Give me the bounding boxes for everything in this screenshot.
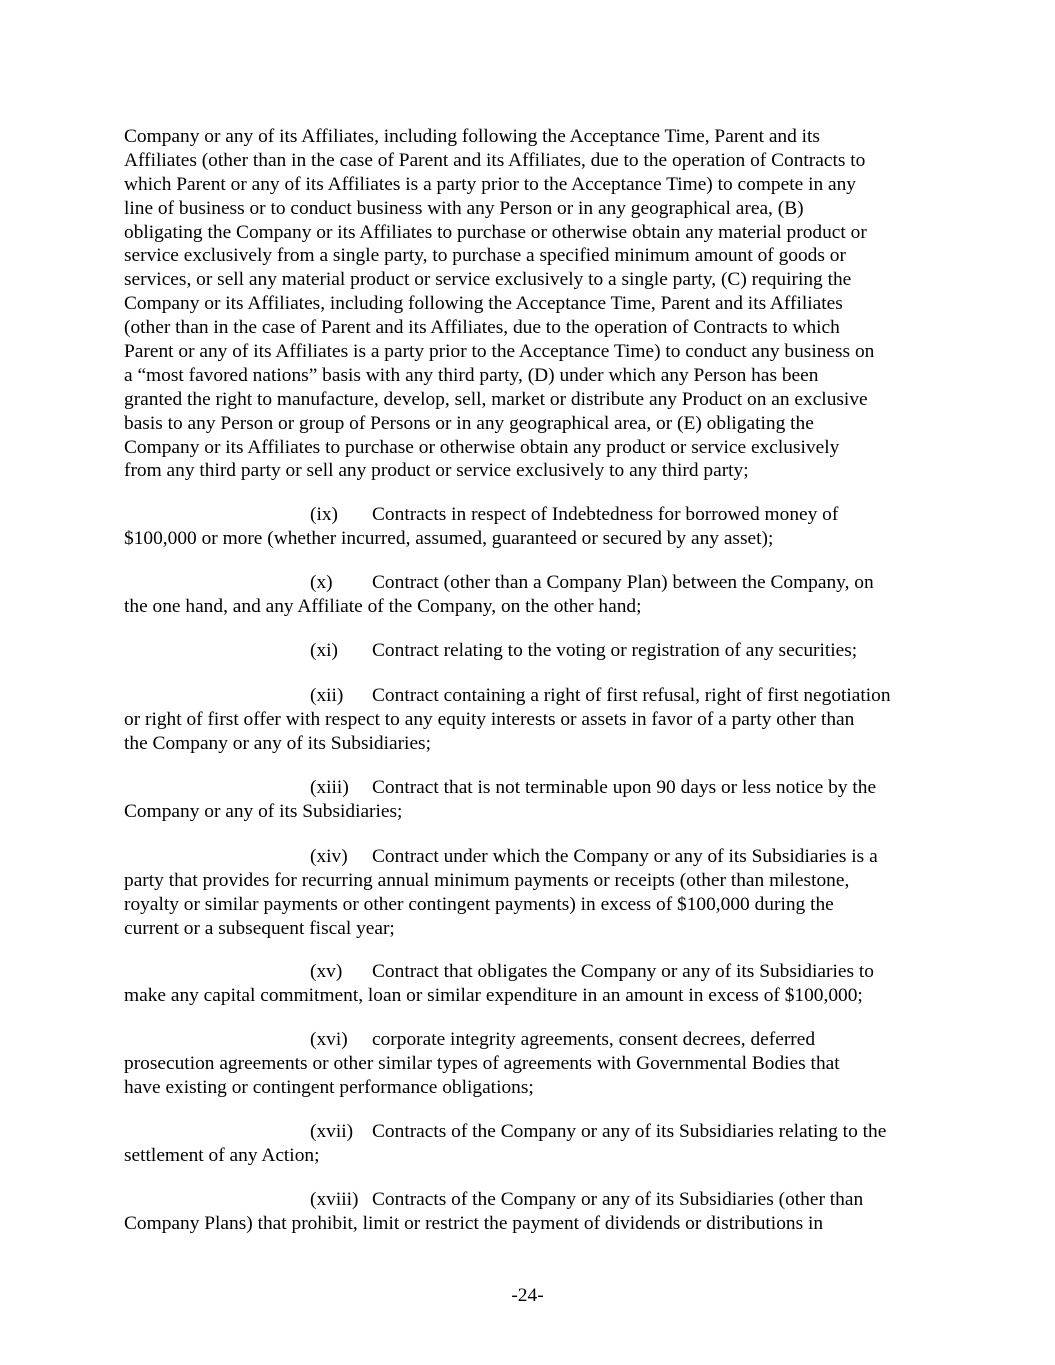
intro-paragraph xyxy=(124,125,944,483)
clause-text: Contract that obligates the Company or any of its Subsidiaries to xyxy=(372,961,874,982)
clause-text: Contracts of the Company or any of its Subsidiaries relating to the xyxy=(372,1121,887,1142)
clause-number: (xii) xyxy=(310,685,344,706)
clause-continuation-line: current or a subsequent fiscal year; xyxy=(124,917,395,939)
clause-continuation-line: the one hand, and any Affiliate of the Company, on the other hand; xyxy=(124,595,642,617)
clause-continuation-line: have existing or contingent performance obligations; xyxy=(124,1076,534,1098)
clause-text: corporate integrity agreements, consent decrees, deferred xyxy=(372,1029,816,1050)
clause-continuation-line: party that provides for recurring annual minimum payments or receipts (other than milestone, xyxy=(124,869,850,891)
paragraph-line: Company or its Affiliates, including following the Acceptance Time, Parent and its Affiliates xyxy=(124,293,843,315)
paragraph-line: Company or its Affiliates to purchase or otherwise obtain any product or service exclusively xyxy=(124,436,840,458)
clause-xv xyxy=(124,960,944,1008)
clause-xviii xyxy=(124,1188,944,1236)
clause-text: Contracts of the Company or any of its Subsidiaries (other than xyxy=(372,1189,864,1210)
clause-xi xyxy=(124,639,944,663)
clause-xvii xyxy=(124,1120,944,1168)
paragraph-line: Parent or any of its Affiliates is a party prior to the Acceptance Time) to conduct any business on xyxy=(124,341,875,363)
clause-xii xyxy=(124,684,944,756)
clause-continuation-line: prosecution agreements or other similar types of agreements with Governmental Bodies that xyxy=(124,1052,840,1074)
clause-xiii xyxy=(124,776,944,824)
paragraph-line: services, or sell any material product or service exclusively to a single party, (C) requiring the xyxy=(124,269,852,291)
paragraph-line: Affiliates (other than in the case of Parent and its Affiliates, due to the operation of Contracts to xyxy=(124,149,866,171)
clause-number: (xiii) xyxy=(310,777,349,798)
clause-number: (ix) xyxy=(310,504,338,525)
paragraph-line: (other than in the case of Parent and its Affiliates, due to the operation of Contracts to which xyxy=(124,317,840,339)
clause-continuation-line: make any capital commitment, loan or similar expenditure in an amount in excess of $100,000; xyxy=(124,984,863,1006)
clause-first-line xyxy=(124,776,944,800)
clause-ix xyxy=(124,503,944,551)
clause-text: Contract (other than a Company Plan) between the Company, on xyxy=(372,572,874,593)
clause-continuation-line: Company or any of its Subsidiaries; xyxy=(124,800,403,822)
page-number: -24- xyxy=(511,1285,544,1306)
clause-text: Contract under which the Company or any of its Subsidiaries is a xyxy=(372,846,878,867)
paragraph-line: Company or any of its Affiliates, including following the Acceptance Time, Parent and its xyxy=(124,126,820,147)
clause-xvi xyxy=(124,1028,944,1100)
clause-number: (xv) xyxy=(310,961,343,982)
clause-first-line xyxy=(124,684,944,708)
paragraph-line: obligating the Company or its Affiliates to purchase or otherwise obtain any material product or xyxy=(124,221,867,243)
clause-text: Contract that is not terminable upon 90 days or less notice by the xyxy=(372,777,877,798)
clause-continuation-line: $100,000 or more (whether incurred, assumed, guaranteed or secured by any asset); xyxy=(124,527,774,549)
clause-continuation-line: Company Plans) that prohibit, limit or restrict the payment of dividends or distributions in xyxy=(124,1212,824,1234)
clause-number: (xiv) xyxy=(310,846,348,867)
clause-text: Contract relating to the voting or registration of any securities; xyxy=(372,640,858,661)
paragraph-line: a “most favored nations” basis with any third party, (D) under which any Person has been xyxy=(124,364,819,386)
clause-number: (xvi) xyxy=(310,1029,348,1050)
clause-continuation-line: the Company or any of its Subsidiaries; xyxy=(124,732,431,754)
clause-number: (xviii) xyxy=(310,1189,359,1210)
clause-xiv xyxy=(124,845,944,941)
clause-text: Contract containing a right of first refusal, right of first negotiation xyxy=(372,685,891,706)
clause-first-line xyxy=(124,639,944,663)
paragraph-line: which Parent or any of its Affiliates is a party prior to the Acceptance Time) to compete in any xyxy=(124,173,856,195)
clause-first-line xyxy=(124,845,944,869)
clause-first-line xyxy=(124,503,944,527)
clause-first-line xyxy=(124,571,944,595)
clause-number: (x) xyxy=(310,572,333,593)
clause-continuation-line: or right of first offer with respect to any equity interests or assets in favor of a party other than xyxy=(124,708,855,730)
clause-continuation-line: settlement of any Action; xyxy=(124,1144,320,1166)
paragraph-line: line of business or to conduct business with any Person or in any geographical area, (B) xyxy=(124,197,804,219)
clause-continuation-line: royalty or similar payments or other contingent payments) in excess of $100,000 during the xyxy=(124,893,834,915)
clause-first-line xyxy=(124,960,944,984)
clause-x xyxy=(124,571,944,619)
clause-first-line xyxy=(124,1120,944,1144)
paragraph-line: basis to any Person or group of Persons or in any geographical area, or (E) obligating the xyxy=(124,412,814,434)
paragraph-line: service exclusively from a single party, to purchase a specified minimum amount of goods or xyxy=(124,245,846,267)
clause-number: (xi) xyxy=(310,640,338,661)
clause-first-line xyxy=(124,1188,944,1212)
paragraph-line: from any third party or sell any product or service exclusively to any third party; xyxy=(124,460,749,482)
paragraph-line: granted the right to manufacture, develop, sell, market or distribute any Product on an exclusive xyxy=(124,388,868,410)
clause-first-line xyxy=(124,1028,944,1052)
clause-number: (xvii) xyxy=(310,1121,354,1142)
clause-text: Contracts in respect of Indebtedness for borrowed money of xyxy=(372,504,839,525)
